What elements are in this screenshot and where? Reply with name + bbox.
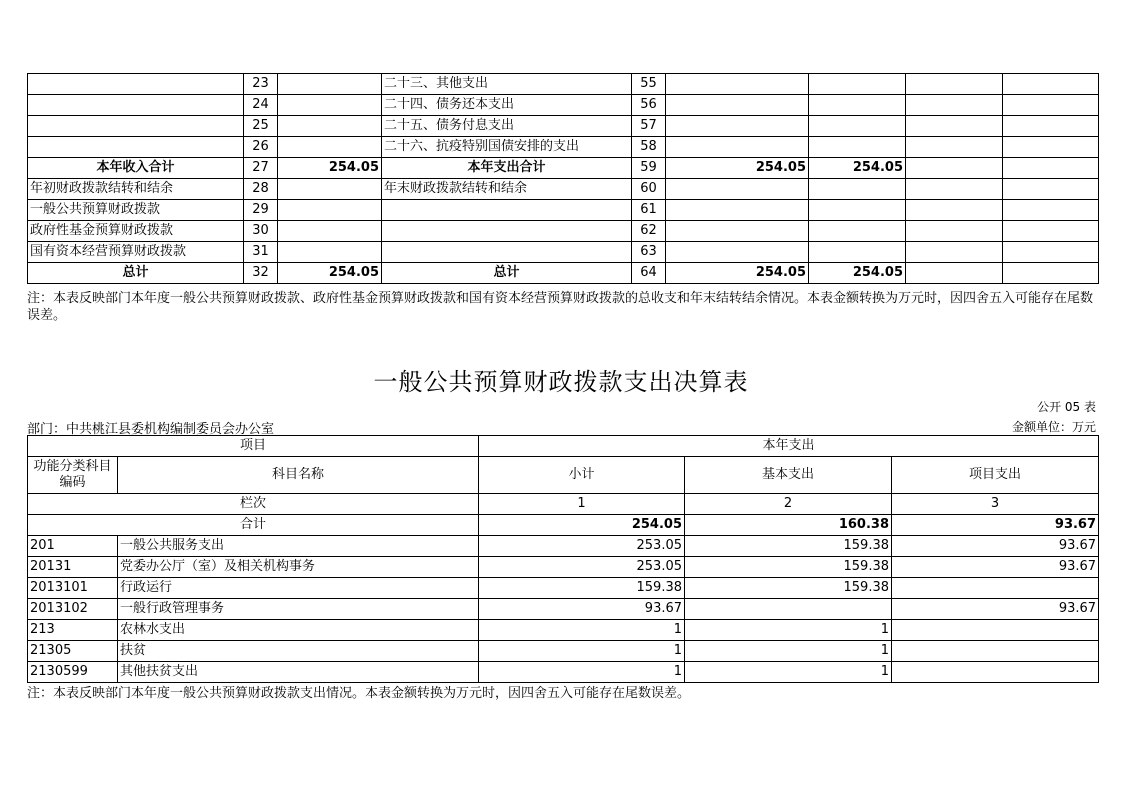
subtotal: 159.38 — [479, 578, 685, 599]
income-line-no: 32 — [244, 263, 278, 284]
subject-name: 一般公共服务支出 — [118, 536, 479, 557]
subject-name: 农林水支出 — [118, 620, 479, 641]
expense-state-capital — [1003, 158, 1099, 179]
total-subtotal: 254.05 — [479, 515, 685, 536]
income-amount — [278, 179, 382, 200]
income-amount — [278, 137, 382, 158]
income-item: 年初财政拨款结转和结余 — [28, 179, 244, 200]
expense-item — [382, 200, 632, 221]
table1-row — [28, 74, 1099, 95]
expense-line-no: 64 — [632, 263, 666, 284]
basic-expense — [685, 599, 892, 620]
column-index-label: 栏次 — [28, 494, 479, 515]
expense-line-no: 62 — [632, 221, 666, 242]
expense-general-budget — [809, 179, 906, 200]
income-line-no: 27 — [244, 158, 278, 179]
subject-name: 其他扶贫支出 — [118, 662, 479, 683]
expense-total — [666, 116, 809, 137]
column-index-2: 2 — [685, 494, 892, 515]
expense-item: 本年支出合计 — [382, 158, 632, 179]
subtotal: 1 — [479, 620, 685, 641]
table1-row — [28, 158, 1099, 179]
page-title: 一般公共预算财政拨款支出决算表 — [373, 368, 749, 396]
project-expense — [892, 578, 1099, 599]
subtotal: 253.05 — [479, 557, 685, 578]
expense-general-budget: 254.05 — [809, 158, 906, 179]
subject-code: 2130599 — [28, 662, 118, 683]
income-line-no: 31 — [244, 242, 278, 263]
subject-name: 一般行政管理事务 — [118, 599, 479, 620]
header-basic: 基本支出 — [685, 457, 892, 494]
expense-item: 二十六、抗疫特别国债安排的支出 — [382, 137, 632, 158]
expense-gov-fund — [906, 116, 1003, 137]
expense-total — [666, 95, 809, 116]
expense-state-capital — [1003, 179, 1099, 200]
header-name: 科目名称 — [118, 457, 479, 494]
subject-name: 扶贫 — [118, 641, 479, 662]
subject-code: 2013102 — [28, 599, 118, 620]
expense-general-budget — [809, 95, 906, 116]
column-index-1: 1 — [479, 494, 685, 515]
subtotal: 1 — [479, 641, 685, 662]
table2-row — [28, 641, 1099, 662]
expense-item: 总计 — [382, 263, 632, 284]
income-line-no: 30 — [244, 221, 278, 242]
income-amount: 254.05 — [278, 263, 382, 284]
subject-code: 20131 — [28, 557, 118, 578]
expense-total — [666, 242, 809, 263]
income-amount: 254.05 — [278, 158, 382, 179]
income-amount — [278, 242, 382, 263]
income-line-no: 25 — [244, 116, 278, 137]
header-code: 功能分类科目编码 — [28, 457, 118, 494]
header-year-expense: 本年支出 — [479, 436, 1099, 457]
subtotal: 253.05 — [479, 536, 685, 557]
expense-general-budget — [809, 200, 906, 221]
income-item: 政府性基金预算财政拨款 — [28, 221, 244, 242]
total-basic: 160.38 — [685, 515, 892, 536]
expense-gov-fund — [906, 263, 1003, 284]
basic-expense: 1 — [685, 620, 892, 641]
table1-row — [28, 200, 1099, 221]
expense-total: 254.05 — [666, 158, 809, 179]
header-item: 项目 — [28, 436, 479, 457]
expense-gov-fund — [906, 221, 1003, 242]
expense-line-no: 59 — [632, 158, 666, 179]
expense-gov-fund — [906, 179, 1003, 200]
column-index-3: 3 — [892, 494, 1099, 515]
expense-state-capital — [1003, 221, 1099, 242]
expense-general-budget — [809, 137, 906, 158]
expense-state-capital — [1003, 137, 1099, 158]
expense-total: 254.05 — [666, 263, 809, 284]
table1-note: 注：本表反映部门本年度一般公共预算财政拨款、政府性基金预算财政拨款和国有资本经营预算财政拨款的总收支和年末结转结余情况。本表金额转换为万元时，因四舍五入可能存在尾数误差。 — [27, 291, 1094, 323]
table2-note: 注：本表反映部门本年度一般公共预算财政拨款支出情况。本表金额转换为万元时，因四舍五入可能存在尾数误差。 — [27, 686, 691, 701]
expense-state-capital — [1003, 263, 1099, 284]
expense-general-budget: 254.05 — [809, 263, 906, 284]
unit-label: 金额单位：万元 — [1011, 420, 1096, 434]
department-label: 部门：中共桃江县委机构编制委员会办公室 — [27, 422, 275, 437]
expense-line-no: 57 — [632, 116, 666, 137]
expense-gov-fund — [906, 137, 1003, 158]
income-expense-table — [27, 73, 1099, 284]
header-subtotal: 小计 — [479, 457, 685, 494]
table1-row — [28, 95, 1099, 116]
total-project: 93.67 — [892, 515, 1099, 536]
subject-name: 行政运行 — [118, 578, 479, 599]
project-expense — [892, 620, 1099, 641]
subject-code: 201 — [28, 536, 118, 557]
income-item — [28, 74, 244, 95]
expense-total — [666, 137, 809, 158]
expense-general-budget — [809, 74, 906, 95]
income-item — [28, 116, 244, 137]
income-line-no: 24 — [244, 95, 278, 116]
expense-item — [382, 242, 632, 263]
income-amount — [278, 95, 382, 116]
expense-item: 二十五、债务付息支出 — [382, 116, 632, 137]
expense-state-capital — [1003, 95, 1099, 116]
subject-code: 21305 — [28, 641, 118, 662]
income-amount — [278, 74, 382, 95]
income-item: 总计 — [28, 263, 244, 284]
subtotal: 93.67 — [479, 599, 685, 620]
table1-row — [28, 179, 1099, 200]
table1-row — [28, 221, 1099, 242]
expense-gov-fund — [906, 95, 1003, 116]
expense-state-capital — [1003, 242, 1099, 263]
expense-total — [666, 221, 809, 242]
project-expense — [892, 641, 1099, 662]
expense-total — [666, 179, 809, 200]
expense-item: 二十四、债务还本支出 — [382, 95, 632, 116]
income-amount — [278, 221, 382, 242]
form-number: 公开 05 表 — [1037, 400, 1096, 414]
income-line-no: 23 — [244, 74, 278, 95]
subtotal: 1 — [479, 662, 685, 683]
expense-item: 二十三、其他支出 — [382, 74, 632, 95]
expense-line-no: 55 — [632, 74, 666, 95]
expense-gov-fund — [906, 242, 1003, 263]
expense-state-capital — [1003, 116, 1099, 137]
expense-line-no: 61 — [632, 200, 666, 221]
expense-gov-fund — [906, 74, 1003, 95]
expense-line-no: 63 — [632, 242, 666, 263]
expenditure-table — [27, 435, 1099, 683]
table1-row — [28, 116, 1099, 137]
income-item: 一般公共预算财政拨款 — [28, 200, 244, 221]
project-expense: 93.67 — [892, 599, 1099, 620]
income-line-no: 26 — [244, 137, 278, 158]
table2-row — [28, 599, 1099, 620]
expense-total — [666, 74, 809, 95]
expense-total — [666, 200, 809, 221]
expense-line-no: 60 — [632, 179, 666, 200]
table2-row — [28, 578, 1099, 599]
project-expense — [892, 662, 1099, 683]
header-project: 项目支出 — [892, 457, 1099, 494]
project-expense: 93.67 — [892, 536, 1099, 557]
project-expense: 93.67 — [892, 557, 1099, 578]
income-item — [28, 137, 244, 158]
table2-row — [28, 536, 1099, 557]
income-item: 国有资本经营预算财政拨款 — [28, 242, 244, 263]
income-item: 本年收入合计 — [28, 158, 244, 179]
table2-row — [28, 557, 1099, 578]
expense-state-capital — [1003, 200, 1099, 221]
total-label: 合计 — [28, 515, 479, 536]
basic-expense: 1 — [685, 641, 892, 662]
income-line-no: 28 — [244, 179, 278, 200]
income-line-no: 29 — [244, 200, 278, 221]
table2-row — [28, 662, 1099, 683]
expense-gov-fund — [906, 158, 1003, 179]
expense-gov-fund — [906, 200, 1003, 221]
subject-name: 党委办公厅（室）及相关机构事务 — [118, 557, 479, 578]
subject-code: 2013101 — [28, 578, 118, 599]
income-amount — [278, 116, 382, 137]
basic-expense: 1 — [685, 662, 892, 683]
basic-expense: 159.38 — [685, 578, 892, 599]
expense-general-budget — [809, 116, 906, 137]
income-item — [28, 95, 244, 116]
expense-item: 年末财政拨款结转和结余 — [382, 179, 632, 200]
basic-expense: 159.38 — [685, 536, 892, 557]
expense-general-budget — [809, 242, 906, 263]
basic-expense: 159.38 — [685, 557, 892, 578]
table1-row — [28, 242, 1099, 263]
table2-row — [28, 620, 1099, 641]
expense-line-no: 56 — [632, 95, 666, 116]
expense-item — [382, 221, 632, 242]
subject-code: 213 — [28, 620, 118, 641]
expense-state-capital — [1003, 74, 1099, 95]
income-amount — [278, 200, 382, 221]
expense-line-no: 58 — [632, 137, 666, 158]
table1-row — [28, 137, 1099, 158]
table1-row — [28, 263, 1099, 284]
expense-general-budget — [809, 221, 906, 242]
